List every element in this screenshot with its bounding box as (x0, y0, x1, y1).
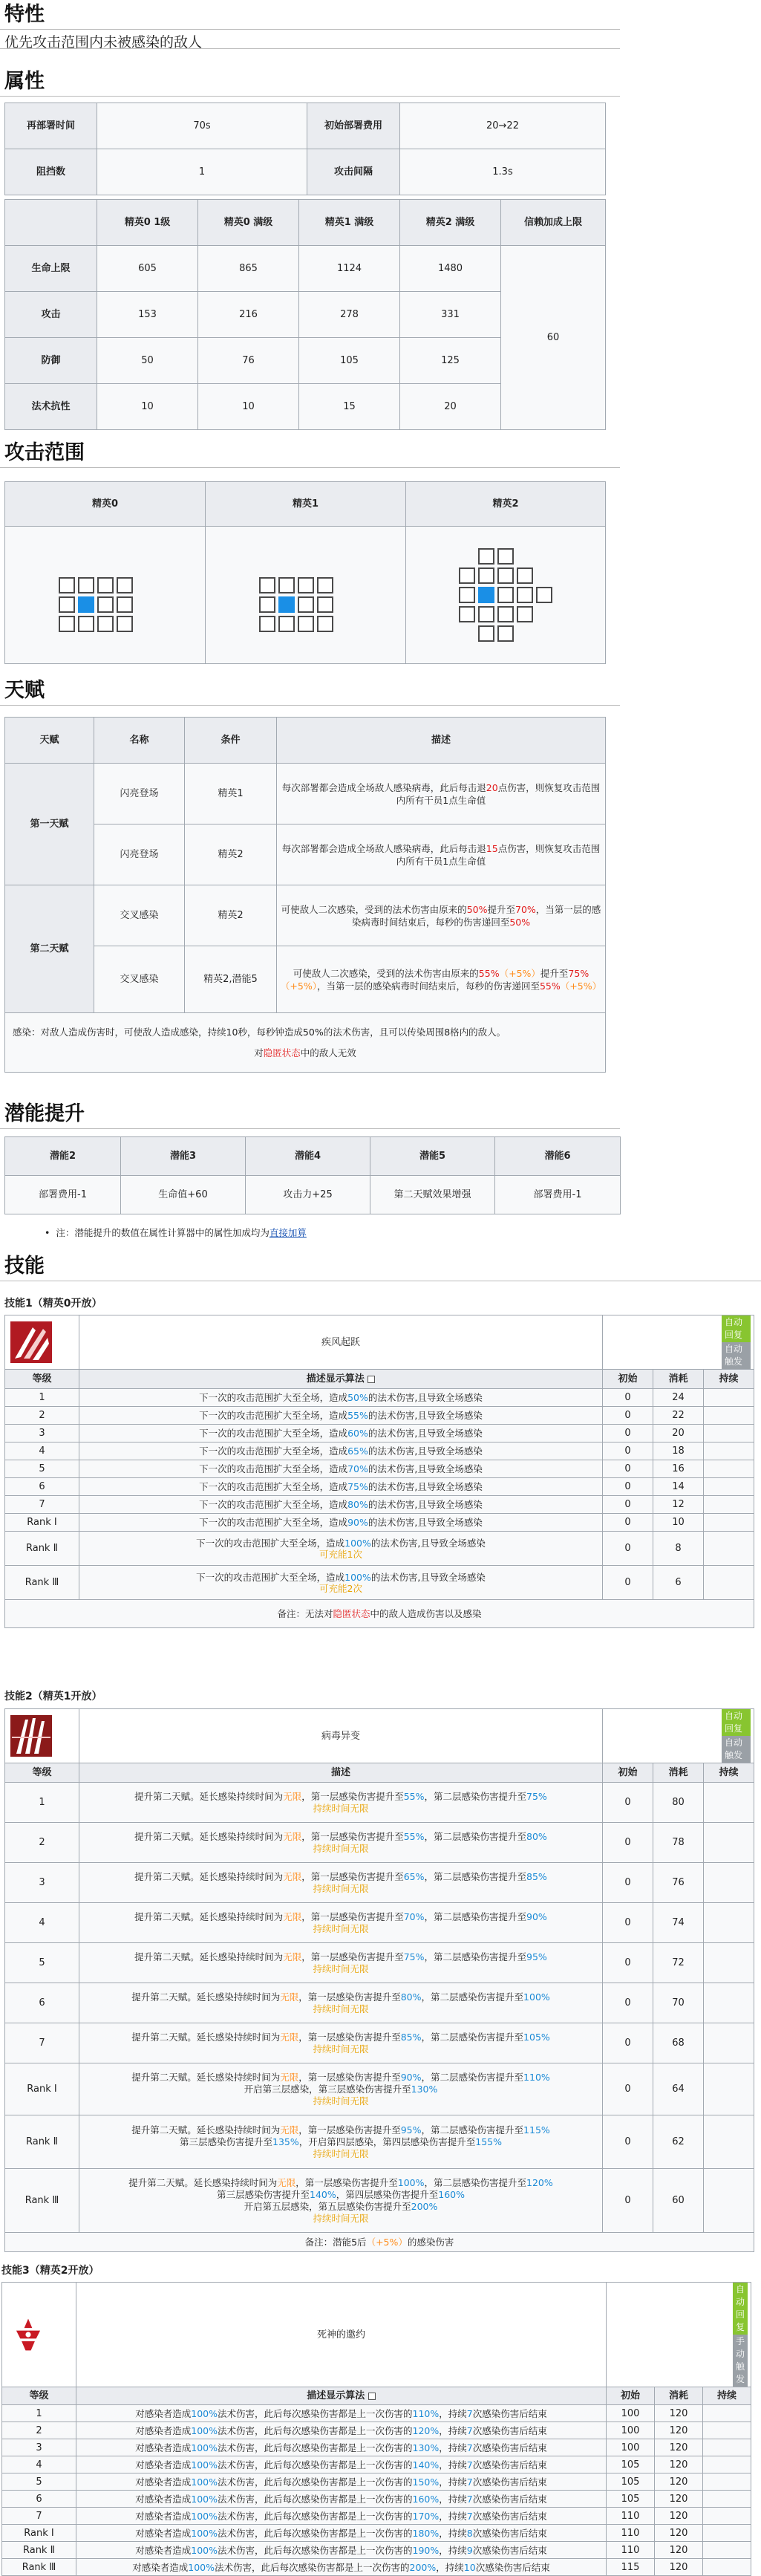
skill-sp: 110 (606, 2508, 654, 2525)
skills-heading: 技能 (0, 1252, 761, 1281)
skill-duration (704, 1407, 754, 1425)
skill-duration (704, 1823, 754, 1863)
skill-sp: 110 (606, 2542, 654, 2559)
skill-sp: 0 (603, 1496, 653, 1514)
skill-cost: 120 (654, 2473, 702, 2491)
skill2-note: 备注：潜能5后（+5%）的感染伤害 (5, 2233, 754, 2252)
skill-desc: 提升第二天赋。延长感染持续时间为无限，第一层感染伤害提升至75%，第二层感染伤害提升至95% 持续时间无限 (79, 1943, 603, 1983)
skill-duration (702, 2405, 751, 2422)
skill3-col-level: 等级 (2, 2387, 76, 2405)
skill-level: 5 (5, 1943, 79, 1983)
skill-sp: 0 (603, 1460, 653, 1478)
stats-header: 精英0 1级 (97, 200, 198, 246)
skill-sp: 0 (603, 1983, 653, 2023)
stat-cell: 125 (400, 338, 501, 384)
table-row (2, 2525, 751, 2542)
table-row (5, 885, 606, 946)
skill-cost: 10 (653, 1514, 704, 1532)
skill1-icon-cell (5, 1315, 79, 1370)
skill-desc: 对感染者造成100%法术伤害，此后每次感染伤害都是上一次伤害的200%，持续10次感染伤害后结束 (76, 2559, 607, 2576)
table-row (2, 2405, 751, 2422)
skill-duration (704, 1514, 754, 1532)
stats-table (4, 199, 606, 430)
skill3-table (1, 2282, 751, 2576)
skill-cost: 80 (653, 1783, 704, 1823)
trait-desc: 优先攻击范围内未被感染的敌人 (0, 30, 620, 49)
skill-duration (702, 2508, 751, 2525)
skill-desc: 提升第二天赋。延长感染持续时间为无限，第一层感染伤害提升至65%，第二层感染伤害提升至85% 持续时间无限 (79, 1863, 603, 1903)
skill-level: 7 (2, 2508, 76, 2525)
skill-desc: 下一次的攻击范围扩大至全场，造成70%的法术伤害,且导致全场感染 (79, 1460, 603, 1478)
skill-duration (704, 2023, 754, 2063)
potential-value: 部署费用-1 (495, 1176, 621, 1214)
skill-sp: 100 (606, 2405, 654, 2422)
talent-note: 感染：对敌人造成伤害时，可使敌人造成感染，持续10秒，每秒钟造成50%的法术伤害，且可以传染周围8格内的敌人。 对隐匿状态中的敌人无效 (5, 1013, 606, 1073)
skill-sp: 105 (606, 2473, 654, 2491)
direct-add-link[interactable]: 直接加算 (269, 1227, 307, 1238)
skill-cost: 20 (653, 1425, 704, 1443)
stat-cell: 10 (198, 384, 299, 430)
potential-header: 潜能2 (5, 1137, 121, 1176)
skill-desc: 对感染者造成100%法术伤害，此后每次感染伤害都是上一次伤害的170%，持续7次感染伤害后结束 (76, 2508, 607, 2525)
skill-cost: 70 (653, 1983, 704, 2023)
skill3-tags: 自动回复 手动触发 (606, 2283, 751, 2387)
table-row (5, 1389, 754, 1407)
potential-header: 潜能5 (370, 1137, 495, 1176)
skill-cost: 68 (653, 2023, 704, 2063)
potential-value: 第二天赋效果增强 (370, 1176, 495, 1214)
skill-duration (704, 1389, 754, 1407)
table-row (2, 2542, 751, 2559)
skill-level: 6 (2, 2491, 76, 2508)
skill-duration (704, 1443, 754, 1460)
skill3-col-cost: 消耗 (654, 2387, 702, 2405)
table-row (5, 1903, 754, 1943)
table-row (2, 2491, 751, 2508)
skill-duration (704, 1783, 754, 1823)
skill1-name: 疾风起跃 (79, 1315, 603, 1370)
talent-table (4, 717, 606, 1073)
skill1-col-duration: 持续 (704, 1370, 754, 1389)
stats-header: 精英0 满级 (198, 200, 299, 246)
skill-cost: 120 (654, 2508, 702, 2525)
skill-desc: 下一次的攻击范围扩大至全场，造成80%的法术伤害,且导致全场感染 (79, 1496, 603, 1514)
talent-header: 名称 (94, 718, 185, 764)
skill-duration (704, 1943, 754, 1983)
talent-desc: 每次部署都会造成全场敌人感染病毒，此后每击退20点伤害，则恢复攻击范围内所有干员1点生命值 (277, 764, 606, 824)
stat-cell: 278 (299, 292, 400, 338)
skill1-note: 备注：无法对隐匿状态中的敌人造成伤害以及感染 (5, 1600, 754, 1628)
skill1-col-desc: 描述显示算法 (79, 1370, 603, 1389)
skill-sp: 0 (603, 1823, 653, 1863)
table-row (5, 1514, 754, 1532)
skill-desc: 下一次的攻击范围扩大至全场，造成50%的法术伤害,且导致全场感染 (79, 1389, 603, 1407)
virus-mutation-icon (8, 1713, 54, 1759)
skill3-header: 技能3（精英2开放） (1, 2265, 99, 2277)
skill-cost: 120 (654, 2559, 702, 2576)
table-row: Rank Ⅰ 提升第二天赋。延长感染持续时间为无限，第一层感染伤害提升至90%，第二层感染伤害提升至110% 开启第三层感染，第三层感染伤害提升至130% 持续时间无限 0 64 (5, 2063, 754, 2115)
skill-desc: 提升第二天赋。延长感染持续时间为无限，第一层感染伤害提升至70%，第二层感染伤害提升至90% 持续时间无限 (79, 1903, 603, 1943)
algorithm-checkbox[interactable] (368, 2393, 376, 2400)
skill-level: 5 (2, 2473, 76, 2491)
table-row: Rank Ⅱ 下一次的攻击范围扩大至全场，造成100%的法术伤害,且导致全场感染 可充能1次 0 8 (5, 1532, 754, 1566)
skill-desc: 对感染者造成100%法术伤害，此后每次感染伤害都是上一次伤害的110%，持续7次感染伤害后结束 (76, 2405, 607, 2422)
talent-name: 闪亮登场 (94, 764, 185, 824)
skill-cost: 22 (653, 1407, 704, 1425)
operator-position (478, 587, 494, 603)
range-section (0, 438, 620, 468)
skill-desc: 下一次的攻击范围扩大至全场，造成60%的法术伤害,且导致全场感染 (79, 1425, 603, 1443)
skill-duration (702, 2491, 751, 2508)
trait-heading: 特性 (0, 0, 620, 30)
talent-header: 描述 (277, 718, 606, 764)
skill-duration (704, 1903, 754, 1943)
table-row (5, 246, 606, 292)
table-row (5, 1943, 754, 1983)
operator-position (278, 596, 295, 613)
skill-level: 3 (2, 2439, 76, 2456)
stat-cell: 331 (400, 292, 501, 338)
skill-cost: 120 (654, 2422, 702, 2439)
skill-cost: 24 (653, 1389, 704, 1407)
skill-desc: 下一次的攻击范围扩大至全场，造成90%的法术伤害,且导致全场感染 (79, 1514, 603, 1532)
skill-desc: 下一次的攻击范围扩大至全场，造成55%的法术伤害,且导致全场感染 (79, 1407, 603, 1425)
skill-level: 1 (5, 1783, 79, 1823)
potential-value: 生命值+60 (121, 1176, 246, 1214)
skill-level: Rank Ⅰ (5, 1514, 79, 1532)
skill-desc: 对感染者造成100%法术伤害，此后每次感染伤害都是上一次伤害的140%，持续7次感染伤害后结束 (76, 2456, 607, 2473)
stat-label: 生命上限 (5, 246, 97, 292)
skill-level: 7 (5, 1496, 79, 1514)
table-row: Rank Ⅲ 提升第二天赋。延长感染持续时间为无限，第一层感染伤害提升至100%，第二层感染伤害提升至120% 第三层感染伤害提升至140%，第四层感染伤害提升至160% 开启第五层感染，第五层感染伤害提升至200% 持续时间无限 0 60 (5, 2169, 754, 2233)
talent-section (0, 676, 620, 706)
talent-desc: 每次部署都会造成全场敌人感染病毒，此后每击退15点伤害，则恢复攻击范围内所有干员1点生命值 (277, 824, 606, 885)
skill-sp: 0 (603, 1389, 653, 1407)
potential-value: 攻击力+25 (246, 1176, 370, 1214)
table-row (5, 824, 606, 885)
stat-cell: 15 (299, 384, 400, 430)
skill1-header: 技能1（精英0开放） (4, 1298, 102, 1310)
skill-level: Rank Ⅰ (2, 2525, 76, 2542)
skill3-col-duration: 持续 (702, 2387, 751, 2405)
skill-sp: 0 (603, 1443, 653, 1460)
skill-duration (704, 1425, 754, 1443)
skill-level: 3 (5, 1425, 79, 1443)
skill-duration (704, 1478, 754, 1496)
table-row (5, 2023, 754, 2063)
stat-cell: 1124 (299, 246, 400, 292)
range-grid-e0 (5, 527, 206, 664)
skill-desc: 提升第二天赋。延长感染持续时间为无限，第一层感染伤害提升至80%，第二层感染伤害提升至100% 持续时间无限 (79, 1983, 603, 2023)
attr-table (4, 103, 606, 195)
skill-duration (704, 1460, 754, 1478)
stat-label: 攻击 (5, 292, 97, 338)
range-grid-e2 (406, 527, 606, 664)
interval-label: 攻击间隔 (307, 149, 400, 195)
table-row (5, 1863, 754, 1903)
skill-desc: 对感染者造成100%法术伤害，此后每次感染伤害都是上一次伤害的190%，持续9次感染伤害后结束 (76, 2542, 607, 2559)
stat-cell: 50 (97, 338, 198, 384)
attr-heading: 属性 (0, 67, 620, 97)
table-row (5, 946, 606, 1013)
skill-level: 2 (5, 1823, 79, 1863)
stat-label: 法术抗性 (5, 384, 97, 430)
stat-cell: 76 (198, 338, 299, 384)
skill-desc: 提升第二天赋。延长感染持续时间为无限，第一层感染伤害提升至55%，第二层感染伤害提升至80% 持续时间无限 (79, 1823, 603, 1863)
skill-sp: 0 (603, 1863, 653, 1903)
skill-level: Rank Ⅱ (2, 2542, 76, 2559)
skill-duration (702, 2473, 751, 2491)
skill-cost: 120 (654, 2405, 702, 2422)
table-row (5, 1478, 754, 1496)
skill3-name: 死神的邀约 (76, 2283, 607, 2387)
stat-cell: 20 (400, 384, 501, 430)
table-row (5, 1425, 754, 1443)
skill-cost: 76 (653, 1863, 704, 1903)
skill3-col-desc: 描述显示算法 (76, 2387, 607, 2405)
skill-level: 2 (2, 2422, 76, 2439)
wind-burst-icon (8, 1319, 54, 1365)
trust-value: 60 (501, 246, 606, 430)
stat-label: 防御 (5, 338, 97, 384)
talent-desc: 可使敌人二次感染，受到的法术伤害由原来的55%（+5%）提升至75%（+5%），当第一层的感染病毒时间结束后，每秒的伤害递回至55%（+5%） (277, 946, 606, 1013)
table-row (2, 2422, 751, 2439)
skill-duration (702, 2525, 751, 2542)
skill-desc: 对感染者造成100%法术伤害，此后每次感染伤害都是上一次伤害的160%，持续7次感染伤害后结束 (76, 2491, 607, 2508)
skill-duration (702, 2456, 751, 2473)
skill-cost: 12 (653, 1496, 704, 1514)
table-row: Rank Ⅱ 提升第二天赋。延长感染持续时间为无限，第一层感染伤害提升至95%，第二层感染伤害提升至115% 第三层感染伤害提升至135%，开启第四层感染，第四层感染伤害提升至155% 持续时间无限 0 62 (5, 2115, 754, 2169)
skill-desc: 对感染者造成100%法术伤害，此后每次感染伤害都是上一次伤害的120%，持续7次感染伤害后结束 (76, 2422, 607, 2439)
attr-section (0, 67, 620, 97)
skill-sp: 0 (603, 1783, 653, 1823)
potential-value: 部署费用-1 (5, 1176, 121, 1214)
skill-cost: 78 (653, 1823, 704, 1863)
skill1-tags: 自动回复 自动触发 (603, 1315, 754, 1370)
block-value: 1 (97, 149, 307, 195)
stat-cell: 10 (97, 384, 198, 430)
skill-sp: 0 (603, 1425, 653, 1443)
skill-duration (702, 2439, 751, 2456)
skill2-header: 技能2（精英1开放） (4, 1691, 102, 1702)
redeploy-label: 再部署时间 (5, 103, 97, 149)
stats-header: 信赖加成上限 (501, 200, 606, 246)
skill2-col-duration: 持续 (704, 1763, 754, 1783)
skill-desc: 对感染者造成100%法术伤害，此后每次感染伤害都是上一次伤害的130%，持续7次感染伤害后结束 (76, 2439, 607, 2456)
skills-section (0, 1252, 761, 1281)
skill-cost: 14 (653, 1478, 704, 1496)
skill-level: 3 (5, 1863, 79, 1903)
redeploy-value: 70s (97, 103, 307, 149)
potential-header: 潜能4 (246, 1137, 370, 1176)
block-label: 阻挡数 (5, 149, 97, 195)
skill-cost: 120 (654, 2439, 702, 2456)
skill-cost: 18 (653, 1443, 704, 1460)
skill-level: 1 (5, 1389, 79, 1407)
potential-header: 潜能3 (121, 1137, 246, 1176)
skill1-table (4, 1315, 754, 1628)
potential-header: 潜能6 (495, 1137, 621, 1176)
skill-level: 4 (5, 1443, 79, 1460)
skill-duration (704, 1983, 754, 2023)
talent-cond: 精英1 (185, 764, 277, 824)
skill2-icon-cell (5, 1709, 79, 1763)
skill3-col-sp: 初始 (606, 2387, 654, 2405)
skill-sp: 0 (603, 1943, 653, 1983)
talent-group: 第二天赋 (5, 885, 94, 1013)
skill-duration (702, 2422, 751, 2439)
skill-duration (704, 1863, 754, 1903)
trait-section (0, 0, 620, 49)
stat-cell: 865 (198, 246, 299, 292)
skill-sp: 105 (606, 2456, 654, 2473)
skill2-tags: 自动回复 自动触发 (603, 1709, 754, 1763)
skill2-name: 病毒异变 (79, 1709, 603, 1763)
stats-header: 精英1 满级 (299, 200, 400, 246)
table-row (2, 2473, 751, 2491)
skill-sp: 115 (606, 2559, 654, 2576)
talent-cond: 精英2 (185, 885, 277, 946)
skill-cost: 120 (654, 2525, 702, 2542)
range-grid-e1 (206, 527, 406, 664)
talent-name: 交叉感染 (94, 946, 185, 1013)
cost-label: 初始部署费用 (307, 103, 400, 149)
range-heading: 攻击范围 (0, 438, 620, 468)
potential-note: • 注：潜能提升的数值在属性计算器中的属性加成均为直接加算 (45, 1227, 307, 1238)
skill-cost: 16 (653, 1460, 704, 1478)
skill1-col-level: 等级 (5, 1370, 79, 1389)
range-header: 精英1 (206, 482, 406, 527)
skill-level: 2 (5, 1407, 79, 1425)
stats-header: 精英2 满级 (400, 200, 501, 246)
talent-header: 条件 (185, 718, 277, 764)
table-row (2, 2559, 751, 2576)
skill-level: 5 (5, 1460, 79, 1478)
talent-name: 交叉感染 (94, 885, 185, 946)
talent-name: 闪亮登场 (94, 824, 185, 885)
skill-level: 1 (2, 2405, 76, 2422)
table-row (5, 764, 606, 824)
skill-level: 7 (5, 2023, 79, 2063)
skill-cost: 74 (653, 1903, 704, 1943)
potential-section (0, 1099, 620, 1129)
table-row (5, 1823, 754, 1863)
skill-duration (702, 2542, 751, 2559)
range-header: 精英0 (5, 482, 206, 527)
skill-sp: 0 (603, 2023, 653, 2063)
cost-value: 20→22 (400, 103, 606, 149)
stat-cell: 1480 (400, 246, 501, 292)
table-row (2, 2439, 751, 2456)
skill-cost: 120 (654, 2456, 702, 2473)
skill-sp: 0 (603, 1407, 653, 1425)
skill-desc: 下一次的攻击范围扩大至全场，造成75%的法术伤害,且导致全场感染 (79, 1478, 603, 1496)
skill2-col-sp: 初始 (603, 1763, 653, 1783)
interval-value: 1.3s (400, 149, 606, 195)
operator-position (78, 596, 94, 613)
algorithm-checkbox[interactable] (368, 1376, 375, 1383)
skill2-col-cost: 消耗 (653, 1763, 704, 1783)
skill-desc: 提升第二天赋。延长感染持续时间为无限，第一层感染伤害提升至55%，第二层感染伤害提升至75% 持续时间无限 (79, 1783, 603, 1823)
skill-cost: 120 (654, 2542, 702, 2559)
stat-cell: 605 (97, 246, 198, 292)
stat-cell: 216 (198, 292, 299, 338)
skill-desc: 提升第二天赋。延长感染持续时间为无限，第一层感染伤害提升至85%，第二层感染伤害提升至105% 持续时间无限 (79, 2023, 603, 2063)
skill3-icon-cell (2, 2283, 76, 2387)
skill1-col-cost: 消耗 (653, 1370, 704, 1389)
table-row (2, 2508, 751, 2525)
skill-level: 6 (5, 1478, 79, 1496)
talent-heading: 天赋 (0, 676, 620, 706)
skill-cost: 72 (653, 1943, 704, 1983)
stat-cell: 105 (299, 338, 400, 384)
skill-sp: 0 (603, 1478, 653, 1496)
table-row (5, 1783, 754, 1823)
skill-sp: 0 (603, 1514, 653, 1532)
skill-sp: 100 (606, 2422, 654, 2439)
skill-desc: 对感染者造成100%法术伤害，此后每次感染伤害都是上一次伤害的180%，持续8次感染伤害后结束 (76, 2525, 607, 2542)
skill-sp: 0 (603, 1903, 653, 1943)
potential-table (4, 1136, 621, 1214)
skill1-col-sp: 初始 (603, 1370, 653, 1389)
talent-desc: 可使敌人二次感染，受到的法术伤害由原来的50%提升至70%，当第一层的感染病毒时间结束后，每秒的伤害递回至50% (277, 885, 606, 946)
table-row (2, 2456, 751, 2473)
death-invitation-icon (5, 2312, 51, 2358)
skill-sp: 110 (606, 2525, 654, 2542)
stat-cell: 153 (97, 292, 198, 338)
table-row (5, 1443, 754, 1460)
potential-heading: 潜能提升 (0, 1099, 620, 1129)
talent-header: 天赋 (5, 718, 94, 764)
table-row (5, 1460, 754, 1478)
skill-level: 4 (2, 2456, 76, 2473)
skill2-table (4, 1708, 754, 2252)
range-header: 精英2 (406, 482, 606, 527)
skill-level: 4 (5, 1903, 79, 1943)
skill-desc: 下一次的攻击范围扩大至全场，造成65%的法术伤害,且导致全场感染 (79, 1443, 603, 1460)
skill-sp: 105 (606, 2491, 654, 2508)
table-row (5, 1407, 754, 1425)
talent-group: 第一天赋 (5, 764, 94, 885)
table-row (5, 1496, 754, 1514)
talent-cond: 精英2,潜能5 (185, 946, 277, 1013)
skill-level: Rank Ⅲ (2, 2559, 76, 2576)
skill2-col-desc: 描述 (79, 1763, 603, 1783)
talent-cond: 精英2 (185, 824, 277, 885)
skill-sp: 100 (606, 2439, 654, 2456)
range-table (4, 481, 606, 664)
table-row: Rank Ⅲ 下一次的攻击范围扩大至全场，造成100%的法术伤害,且导致全场感染 可充能2次 0 6 (5, 1566, 754, 1600)
skill-cost: 120 (654, 2491, 702, 2508)
skill-duration (704, 1496, 754, 1514)
skill-desc: 对感染者造成100%法术伤害，此后每次感染伤害都是上一次伤害的150%，持续7次感染伤害后结束 (76, 2473, 607, 2491)
skill2-col-level: 等级 (5, 1763, 79, 1783)
skill-level: 6 (5, 1983, 79, 2023)
table-row (5, 1983, 754, 2023)
skill-duration (702, 2559, 751, 2576)
